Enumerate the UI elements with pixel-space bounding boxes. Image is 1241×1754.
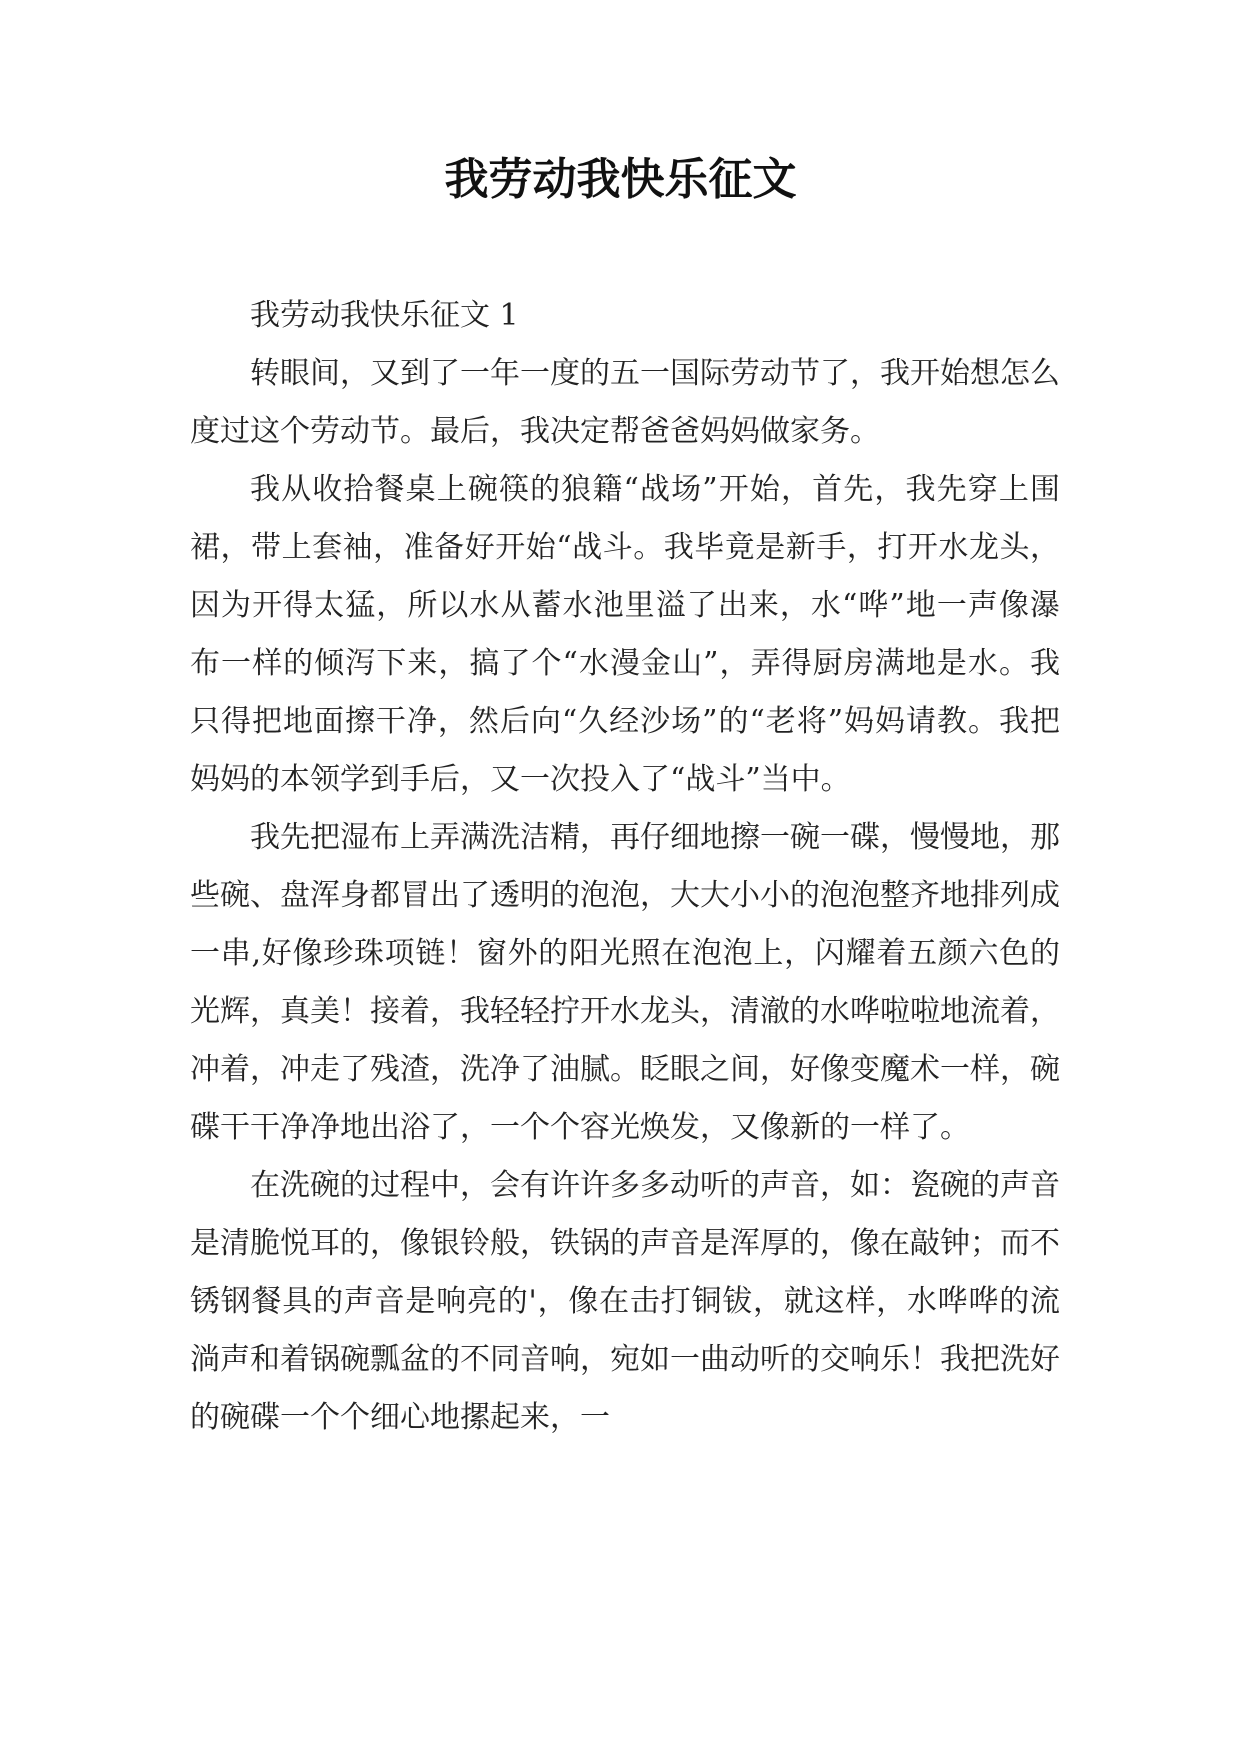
document-title: 我劳动我快乐征文 xyxy=(444,154,797,205)
paragraph-4: 在洗碗的过程中，会有许许多多动听的声音，如：瓷碗的声音是清脆悦耳的，像银铃般，铁锅的声音是浑厚的，像在敲钟；而不锈钢餐具的声音是响亮的'，像在击打铜钹，就这样，水哗哗的流淌声和着锅碗瓢盆的不同音响，宛如一曲动听的交响乐！我把洗好的碗碟一个个细心地摞起来，一 xyxy=(190,1168,1060,1435)
document-body xyxy=(190,287,1060,1447)
section-heading: 我劳动我快乐征文 1 xyxy=(250,298,519,333)
paragraph-2: 我从收拾餐桌上碗筷的狼籍“战场”开始，首先，我先穿上围裙，带上套袖，准备好开始“战斗。我毕竟是新手，打开水龙头，因为开得太猛，所以水从蓄水池里溢了出来，水“哗”地一声像瀑布一样的倾泻下来，搞了个“水漫金山”，弄得厨房满地是水。我只得把地面擦干净，然后向“久经沙场”的“老将”妈妈请教。我把妈妈的本领学到手后，又一次投入了“战斗”当中。 xyxy=(190,472,1060,797)
paragraph-3: 我先把湿布上弄满洗洁精，再仔细地擦一碗一碟，慢慢地，那些碗、盘浑身都冒出了透明的泡泡，大大小小的泡泡整齐地排列成一串,好像珍珠项链！窗外的阳光照在泡泡上，闪耀着五颜六色的光辉，真美！接着，我轻轻拧开水龙头，清澈的水哗啦啦地流着，冲着，冲走了残渣，洗净了油腻。眨眼之间，好像变魔术一样，碗碟干干净净地出浴了，一个个容光焕发，又像新的一样了。 xyxy=(190,820,1060,1145)
paragraph-1: 转眼间，又到了一年一度的五一国际劳动节了，我开始想怎么度过这个劳动节。最后，我决定帮爸爸妈妈做家务。 xyxy=(190,356,1060,449)
